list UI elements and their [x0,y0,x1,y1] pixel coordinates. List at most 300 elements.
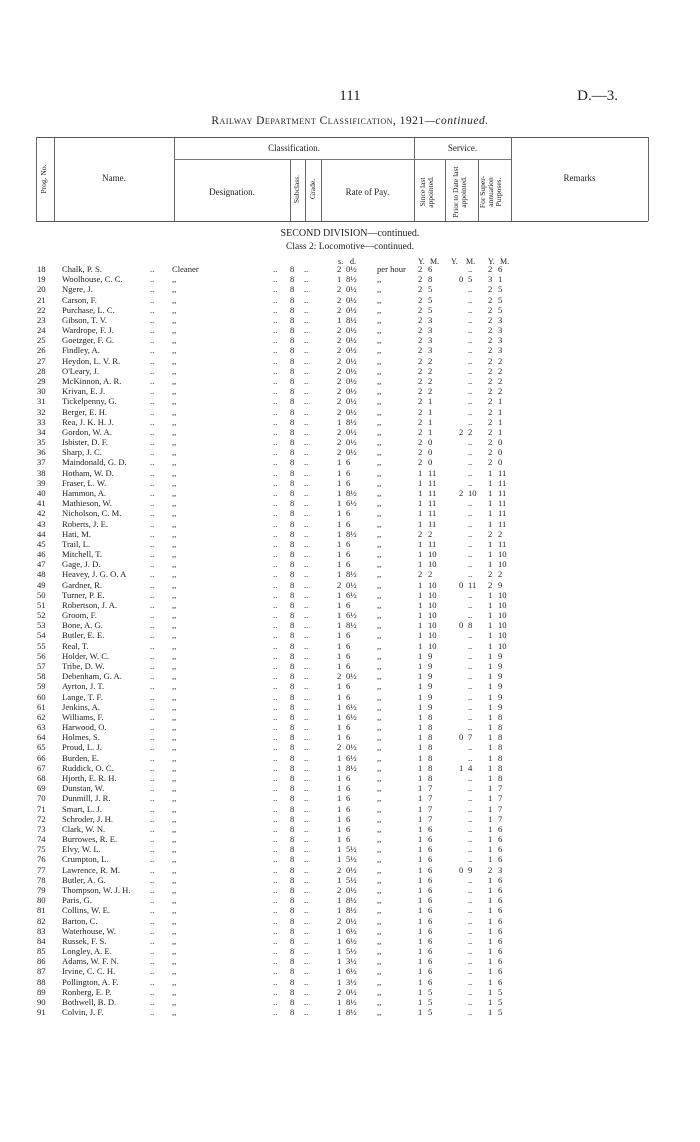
cell-uy: 1 [488,518,493,529]
cell-sm: 8 [428,762,433,773]
table-row [0,295,700,305]
cell-des: ,, [172,284,177,295]
cell-unit: ,, [377,416,382,427]
cell-uy: 1 [488,895,493,906]
cell-sm: 1 [428,426,433,437]
cell-sy: 2 [418,447,423,458]
cell-des: ,, [172,946,177,957]
cell-sub: 8 [290,650,295,661]
table-row [0,661,700,671]
cell-sub: 8 [290,274,295,285]
cell-unit: ,, [377,895,382,906]
cell-dots: .. [273,498,278,509]
cell-sy: 1 [418,986,423,997]
cell-des: ,, [172,477,177,488]
cell-dots: .. [273,732,278,743]
cell-sub: 8 [290,457,295,468]
cell-dots: .. [304,783,309,794]
cell-no: 44 [37,528,46,539]
table-row [0,549,700,559]
table-row [0,865,700,875]
cell-dots: .. [150,793,155,804]
cell-sy: 2 [418,406,423,417]
cell-sub: 8 [290,487,295,498]
cell-sm: 6 [428,264,433,274]
cell-des: ,, [172,375,177,386]
cell-des: ,, [172,335,177,346]
cell-dots: .. [273,671,278,682]
cell-rs: 1 [337,416,342,427]
cell-uy: 1 [488,589,493,600]
cell-name: Maindonald, G. D. [62,457,127,468]
cell-dots: .. [304,834,309,845]
cell-pm: .. [468,681,473,692]
cell-sy: 1 [418,915,423,926]
cell-pm: .. [468,986,473,997]
cell-dots: .. [304,528,309,539]
cell-sm: 5 [428,986,433,997]
cell-rs: 1 [337,691,342,702]
cell-unit: ,, [377,620,382,631]
cell-rs: 1 [337,976,342,987]
cell-sub: 8 [290,874,295,885]
cell-no: 65 [37,742,46,753]
cell-sub: 8 [290,681,295,692]
cell-name: Goetzger, F. G. [62,335,115,346]
cell-um: 3 [498,345,503,356]
cell-pm: .. [468,416,473,427]
cell-um: 0 [498,437,503,448]
cell-unit: ,, [377,467,382,478]
cell-unit: ,, [377,681,382,692]
cell-pm: .. [468,722,473,733]
cell-sy: 1 [418,946,423,957]
cell-des: ,, [172,681,177,692]
cell-sy: 2 [418,426,423,437]
cell-unit: ,, [377,976,382,987]
cell-dots: .. [150,864,155,875]
cell-dots: .. [273,386,278,397]
cell-pm: .. [468,956,473,967]
cell-rs: 2 [337,294,342,305]
cell-des: ,, [172,722,177,733]
cell-sm: 6 [428,834,433,845]
cell-sm: 6 [428,935,433,946]
cell-no: 39 [37,477,46,488]
page-title [0,115,700,127]
cell-des: ,, [172,528,177,539]
cell-rd: 0½ [346,437,357,448]
cell-um: 10 [498,589,507,600]
cell-um: 11 [498,518,507,529]
cell-no: 38 [37,467,46,478]
cell-unit: ,, [377,803,382,814]
cell-um: 11 [498,467,507,478]
cell-rs: 1 [337,661,342,672]
cell-um: 8 [498,752,503,763]
cell-unit: ,, [377,874,382,885]
cell-rs: 1 [337,467,342,478]
cell-sub: 8 [290,854,295,865]
cell-sub: 8 [290,783,295,794]
cell-sm: 10 [428,559,437,570]
cell-sy: 1 [418,1007,423,1018]
table-row [0,427,700,437]
cell-name: Paris, G. [62,895,92,906]
cell-py: 2 [459,487,464,498]
cell-rd: 6 [346,457,351,468]
cell-uy: 2 [488,406,493,417]
cell-rs: 2 [337,365,342,376]
cell-dots: .. [273,793,278,804]
cell-des: ,, [172,874,177,885]
cell-no: 58 [37,671,46,682]
cell-no: 30 [37,386,46,397]
cell-rd: 0½ [346,386,357,397]
cell-no: 28 [37,365,46,376]
cell-rd: 6 [346,722,351,733]
cell-dots: .. [150,884,155,895]
cell-sub: 8 [290,447,295,458]
rate-of-pay-header: Rate of Pay. [345,187,390,197]
cell-pm: .. [468,467,473,478]
cell-dots: .. [150,426,155,437]
cell-uy: 1 [488,671,493,682]
cell-sm: 3 [428,314,433,325]
cell-des: ,, [172,365,177,376]
cell-dots: .. [304,599,309,610]
cell-sm: 7 [428,803,433,814]
cell-name: Smart, L. J. [62,803,102,814]
table-row [0,559,700,569]
cell-sub: 8 [290,905,295,916]
cell-pm: .. [468,650,473,661]
cell-sm: 9 [428,671,433,682]
cell-unit: ,, [377,701,382,712]
cell-um: 8 [498,732,503,743]
cell-sm: 10 [428,610,437,621]
cell-no: 22 [37,304,46,315]
cell-pm: .. [468,742,473,753]
cell-uy: 2 [488,365,493,376]
cell-pm: .. [468,701,473,712]
cell-rs: 1 [337,874,342,885]
cell-rd: 0½ [346,396,357,407]
cell-dots: .. [273,681,278,692]
cell-rd: 0½ [346,304,357,315]
cell-pm: .. [468,996,473,1007]
cell-rd: 6½ [346,711,357,722]
cell-name: Mathieson, W. [62,498,112,509]
prior-to-date-header: Prior to Date last appointed. [451,166,468,218]
cell-sy: 1 [418,538,423,549]
cell-rd: 6 [346,508,351,519]
cell-uy: 1 [488,599,493,610]
cell-dots: .. [304,722,309,733]
cell-no: 36 [37,447,46,458]
cell-des: ,, [172,661,177,672]
cell-des: ,, [172,854,177,865]
cell-rd: 8½ [346,996,357,1007]
cell-no: 87 [37,966,46,977]
cell-dots: .. [304,447,309,458]
cell-no: 34 [37,426,46,437]
cell-name: Harwood, O. [62,722,107,733]
table-row [0,325,700,335]
cell-rs: 1 [337,610,342,621]
cell-unit: ,, [377,325,382,336]
unit-y1: Y. [418,257,425,266]
cell-uy: 1 [488,681,493,692]
cell-dots: .. [150,762,155,773]
cell-unit: ,, [377,314,382,325]
cell-sy: 1 [418,508,423,519]
cell-dots: .. [273,345,278,356]
cell-rd: 0½ [346,447,357,458]
cell-dots: .. [273,650,278,661]
cell-dots: .. [273,355,278,366]
cell-dots: .. [304,304,309,315]
cell-no: 68 [37,773,46,783]
cell-des: ,, [172,325,177,336]
cell-des: ,, [172,996,177,1007]
cell-name: Roberts, J. E. [62,518,109,529]
cell-unit: ,, [377,762,382,773]
cell-sy: 2 [418,365,423,376]
cell-dots: .. [150,396,155,407]
cell-rd: 6 [346,661,351,672]
cell-des: ,, [172,620,177,631]
cell-dots: .. [150,691,155,702]
table-row [0,987,700,997]
cell-dots: .. [273,915,278,926]
cell-rs: 2 [337,335,342,346]
cell-pm: .. [468,406,473,417]
cell-name: Bothwell, B. D. [62,996,117,1007]
cell-des: ,, [172,640,177,651]
cell-name: Dunstan, W. [62,783,105,794]
cell-dots: .. [150,905,155,916]
cell-name: Carson, F. [62,294,97,305]
cell-unit: ,, [377,355,382,366]
cell-um: 11 [498,498,507,509]
cell-sy: 2 [418,416,423,427]
cell-pm: .. [468,304,473,315]
cell-rd: 6 [346,467,351,478]
cell-sy: 1 [418,518,423,529]
cell-rd: 0½ [346,355,357,366]
cell-dots: .. [304,966,309,977]
cell-um: 11 [498,487,507,498]
cell-sy: 2 [418,569,423,580]
cell-name: Woolhouse, C. C. [62,274,123,285]
cell-unit: ,, [377,946,382,957]
cell-um: 3 [498,335,503,346]
cell-uy: 1 [488,803,493,814]
cell-name: Robertson, J. A. [62,599,118,610]
table-row [0,610,700,620]
cell-dots: .. [273,437,278,448]
cell-pm: .. [468,375,473,386]
cell-uy: 1 [488,976,493,987]
cell-no: 66 [37,752,46,763]
cell-dots: .. [273,630,278,641]
cell-um: 2 [498,355,503,366]
cell-uy: 2 [488,457,493,468]
cell-dots: .. [150,803,155,814]
cell-um: 8 [498,722,503,733]
cell-rs: 1 [337,569,342,580]
cell-sy: 2 [418,335,423,346]
remarks-header: Remarks [563,173,596,183]
cell-no: 35 [37,437,46,448]
cell-sm: 11 [428,467,437,478]
cell-sm: 2 [428,375,433,386]
cell-um: 5 [498,996,503,1007]
cell-um: 6 [498,956,503,967]
table-row [0,956,700,966]
cell-sub: 8 [290,742,295,753]
cell-rd: 8½ [346,762,357,773]
cell-des: ,, [172,304,177,315]
cell-dots: .. [304,549,309,560]
cell-sy: 2 [418,386,423,397]
cell-des: ,, [172,762,177,773]
cell-sm: 6 [428,966,433,977]
cell-rd: 6 [346,793,351,804]
cell-unit: ,, [377,834,382,845]
cell-rs: 2 [337,579,342,590]
cell-rs: 2 [337,447,342,458]
cell-pm: .. [468,264,473,274]
cell-dots: .. [304,762,309,773]
cell-dots: .. [304,284,309,295]
cell-name: Gardner, R. [62,579,102,590]
cell-pm: 2 [468,426,473,437]
cell-unit: ,, [377,589,382,600]
cell-uy: 1 [488,956,493,967]
cell-unit: ,, [377,477,382,488]
cell-um: 5 [498,986,503,997]
cell-name: Ngere, J. [62,284,93,295]
table-row [0,284,700,294]
cell-no: 72 [37,813,46,824]
cell-rd: 0½ [346,294,357,305]
cell-unit: ,, [377,569,382,580]
cell-rd: 6 [346,630,351,641]
cell-sub: 8 [290,335,295,346]
cell-pm: .. [468,803,473,814]
cell-pm: .. [468,355,473,366]
cell-sub: 8 [290,773,295,783]
cell-pm: .. [468,589,473,600]
cell-name: Debenham, G. A. [62,671,122,682]
cell-unit: ,, [377,640,382,651]
cell-dots: .. [273,375,278,386]
cell-sub: 8 [290,752,295,763]
cell-rs: 2 [337,375,342,386]
cell-uy: 1 [488,834,493,845]
table-row [0,905,700,915]
cell-name: Heavey, J. G. O. A [62,569,127,580]
cell-rs: 2 [337,671,342,682]
cell-sy: 1 [418,813,423,824]
cell-um: 8 [498,773,503,783]
cell-pm: .. [468,447,473,458]
cell-rs: 1 [337,925,342,936]
cell-sm: 10 [428,549,437,560]
cell-rd: 6 [346,732,351,743]
cell-pm: .. [468,437,473,448]
cell-dots: .. [273,986,278,997]
cell-sy: 2 [418,457,423,468]
cell-no: 69 [37,783,46,794]
cell-uy: 1 [488,701,493,712]
cell-des: ,, [172,895,177,906]
cell-dots: .. [273,711,278,722]
cell-dots: .. [304,946,309,957]
cell-um: 5 [498,284,503,295]
table-row [0,692,700,702]
cell-dots: .. [304,884,309,895]
cell-uy: 2 [488,528,493,539]
cell-uy: 1 [488,477,493,488]
cell-dots: .. [150,304,155,315]
cell-um: 2 [498,528,503,539]
cell-no: 33 [37,416,46,427]
cell-dots: .. [304,325,309,336]
cell-dots: .. [273,294,278,305]
cell-um: 6 [498,823,503,834]
cell-sm: 6 [428,884,433,895]
cell-rd: 6½ [346,498,357,509]
cell-sm: 6 [428,864,433,875]
cell-dots: .. [273,640,278,651]
cell-name: Rea, J. K. H. J. [62,416,114,427]
cell-sm: 7 [428,783,433,794]
cell-dots: .. [304,579,309,590]
cell-no: 67 [37,762,46,773]
cell-des: ,, [172,355,177,366]
cell-sm: 6 [428,895,433,906]
cell-name: Wardrope, F. J. [62,325,114,336]
cell-rd: 0½ [346,406,357,417]
cell-rs: 1 [337,650,342,661]
cell-des: ,, [172,701,177,712]
cell-dots: .. [304,518,309,529]
cell-name: Tickelpenny, G. [62,396,117,407]
cell-sm: 8 [428,742,433,753]
cell-no: 79 [37,884,46,895]
cell-sub: 8 [290,477,295,488]
cell-sub: 8 [290,264,295,274]
cell-pm: .. [468,691,473,702]
cell-rs: 1 [337,793,342,804]
cell-unit: ,, [377,498,382,509]
cell-dots: .. [304,661,309,672]
cell-dots: .. [273,823,278,834]
cell-dots: .. [304,752,309,763]
cell-sm: 8 [428,732,433,743]
cell-des: ,, [172,884,177,895]
cell-rs: 2 [337,437,342,448]
cell-sy: 1 [418,935,423,946]
cell-uy: 1 [488,610,493,621]
cell-sm: 3 [428,335,433,346]
cell-py: 0 [459,579,464,590]
cell-dots: .. [273,783,278,794]
cell-rs: 1 [337,498,342,509]
